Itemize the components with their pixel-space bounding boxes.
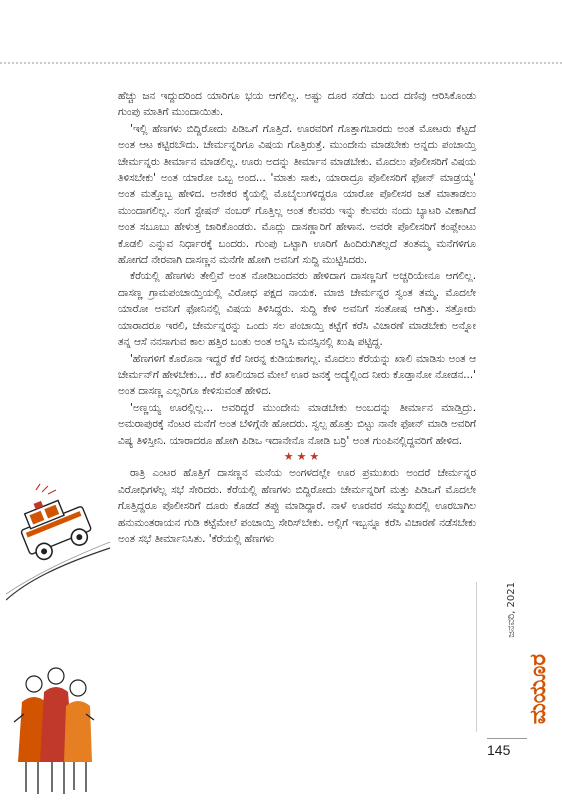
sidebar-divider: [476, 582, 477, 732]
section-separator: ★★★: [283, 449, 323, 463]
magazine-brand: ಮಯೂರ: [526, 654, 551, 725]
article-body: [118, 88, 476, 547]
people-group-illustration: [4, 662, 110, 800]
page-number: 145: [487, 742, 511, 758]
paragraph: ಹೆಚ್ಚು ಜನ ಇದ್ದುದರಿಂದ ಯಾರಿಗೂ ಭಯ ಆಗಲಿಲ್ಲ. ಅಷ್ಟು ದೂರ ನಡೆದು ಬಂದ ದಣಿವು ಆರಿಸಿಕೊಂಡು ಗುಂಪು ಮಾತಿಗೆ ಮುಂದಾಯಿತು.: [118, 90, 476, 119]
paragraph: 'ಇಲ್ಲಿ ಹೆಣಗಳು ಬಿದ್ದಿರೋದು ಪಿಡಿಒಗೆ ಗೊತ್ತಿದೆ. ಊರವರಿಗೆ ಗೊತ್ತಾಗಬಾರದು ಅಂತ ಮೋಟರು ಕೆಟ್ಟದೆ ಅಂತ ಆಟ ಕಟ್ಟಿರಬೌದು. ಚೇರ್ಮನ್ನರಿಗೂ ವಿಷಯ ಗೊತ್ತಿರುತ್ತೆ. ಮುಂದೇನು ಮಾಡಬೇಕು ಅನ್ನದು ಪಂಚಾಯ್ತಿ ಚೇರ್ಮನ್ನರು ತೀರ್ಮಾನ ಮಾಡಲಿಲ್ಲ. ಊರು ಅದನ್ನು ತೀರ್ಮಾನ ಮಾಡಬೇಕು. ಮೊದಲು ಪೊಲೀಸರಿಗೆ ವಿಷಯ ತಿಳಿಸಬೇಕು' ಅಂತ ಯಾರೋ ಒಬ್ಬ ಅಂದ... 'ಮಾತು ಸಾಕು, ಯಾರಾದ್ರೂ ಪೊಲೀಸರಿಗೆ ಫೋನ್ ಮಾಡ್ರಯ್ಯ' ಅಂತ ಮತ್ತೊಬ್ಬ ಹೇಳಿದ. ಅನೇಕರ ಕೈಯಲ್ಲಿ ಮೊಬೈಲುಗಳಿದ್ದರೂ ಯಾರೋ ಪೊಲೀಸರ ಜತೆ ಮಾತಾಡಲು ಮುಂದಾಗಲಿಲ್ಲ. ನಂಗೆ ಸ್ಟೇಷನ್ ನಂಬರ್ ಗೊತ್ತಿಲ್ಲ ಅಂತ ಕೆಲವರು ಇನ್ನು ಕೆಲವರು ನಂದು ಬ್ಯಾಟರಿ ವೀಕಾಗಿದೆ ಅಂತ ಸಬೂಬು ಹೇಳುತ್ತ ಜಾರಿಕೊಂಡರು. ಮೊದ್ಲು ದಾಸಣ್ಣಾರಿಗೆ ಹೇಳಾನ. ಅವರೇ ಪೊಲೀಸರಿಗೆ ಕಂಪ್ಲೇಂಟು ಕೊಡಲಿ ಎನ್ನುವ ನಿರ್ಧಾರಕ್ಕೆ ಬಂದರು. ಗುಂಪು ಒಟ್ಟಾಗಿ ಊರಿಗೆ ಹಿಂದಿರುಗಿತಲ್ಲದೆ ತಂತಮ್ಮ ಮನೆಗಳಿಗೂ ಹೋಗದೆ ನೇರವಾಗಿ ದಾಸಣ್ಣನ ಮನೆಗೇ ಹೋಗಿ ಅವನಿಗೆ ಸುದ್ದಿ ಮುಟ್ಟಿಸಿದರು.: [118, 122, 476, 267]
issue-date: ಜನವರಿ, 2021: [506, 582, 517, 638]
paragraph: ರಾತ್ರಿ ಎಂಟರ ಹೊತ್ತಿಗೆ ದಾಸಣ್ಣನ ಮನೆಯ ಅಂಗಳದಲ್ಲೇ ಊರ ಪ್ರಮುಖರು ಅಂದರೆ ಚೇರ್ಮನ್ನರ ವಿರೋಧಿಗಳೆಲ್ಲ ಸಭೆ ಸೇರಿದರು. ಕೆರೆಯಲ್ಲಿ ಹೆಣಗಳು ಬಿದ್ದಿರೋದು ಚೇರ್ಮನ್ನರಿಗೆ ಮತ್ತು ಪಿಡಿಒಗೆ ಮೊದಲೇ ಗೊತ್ತಿದ್ದರೂ ಪೊಲೀಸರಿಗೆ ದೂರು ಕೊಡದೆ ತಪ್ಪು ಮಾಡಿದ್ದಾರೆ. ನಾಳೆ ಊರವರ ಸಮ್ಮುಖದಲ್ಲಿ ಊರಬಾಗಿಲ ಹನುಮಂತರಾಯನ ಗುಡಿ ಕಟ್ಟೆಮೇಲೆ ಪಂಚಾಯ್ತಿ ಸೇರಿಸ್‌ಬೇಕು. ಅಲ್ಲಿಗೆ ಇಬ್ಬನ್ನೂ ಕರೆಸಿ ವಿಚಾರಣೆ ನಡೆಸಬೇಕು ಅಂತ ಸಭೆ ತೀರ್ಮಾನಿಸಿತು. 'ಕೆರೆಯಲ್ಲಿ ಹೆಣಗಳು: [118, 467, 476, 545]
page-number-rule: [487, 738, 527, 739]
top-dotted-rule: [0, 62, 562, 64]
paragraph: 'ಹೆಣಗಳಿಗೆ ಕೊರೊನಾ ಇದ್ದರೆ ಕೆರೆ ನೀರನ್ನ ಕುಡಿಯಕಾಗಲ್ಲ. ಮೊದಲು ಕೆರೆಯನ್ನು ಖಾಲಿ ಮಾಡಿಸು ಅಂತ ಆ ಚೇರ್ಮನ್‌ಗೆ ಹೇಳಬೇಕು... ಕೆರೆ ಖಾಲಿಯಾದ ಮೇಲೆ ಊರ ಜನಕ್ಕೆ ಅದ್ಯೆಲ್ಲಿಂದ ನೀರು ಕೊಡ್ತಾನೋ ನೋಡನ...' ಅಂತ ದಾಸಣ್ಣ ಎಲ್ಲರಿಗೂ ಕೇಳಿಸುವಂತೆ ಹೇಳಿದ.: [118, 352, 476, 398]
paragraph: 'ಅಣ್ಣಯ್ಯ ಊರಲ್ಲಿಲ್ಲ... ಅವರಿದ್ದರೆ ಮುಂದೇನು ಮಾಡಬೇಕು ಅಂಬದನ್ನು ತೀರ್ಮಾನ ಮಾಡ್ತಿದ್ರು. ಅಮರಾಪುರಕ್ಕೆ ನೆಂಟರ ಮನೆಗೆ ಅಂತ ಬೆಳಿಗ್ಗೆನೇ ಹೋದರು. ಸ್ವಲ್ಪ ಹೊತ್ತು ಬಿಟ್ಟು ನಾನೇ ಫೋನ್ ಮಾಡಿ ಅವರಿಗೆ ವಿಷ್ಯ ತಿಳಿಸ್ತೀನಿ. ಯಾರಾದರೂ ಹೋಗಿ ಪಿಡಿಒ ಇದಾನೇನೊ ನೋಡಿ ಬರ್ರಿ' ಅಂತ ಗುಂಪಿನಲ್ಲಿದ್ದವರಿಗೆ ಹೇಳಿದ.: [118, 401, 476, 447]
paragraph: ಕೆರೆಯಲ್ಲಿ ಹೆಣಗಳು ತೇಲ್ತಿವೆ ಅಂತ ನೋಡಿಬಂದವರು ಹೇಳಿದಾಗ ದಾಸಣ್ಣನಿಗೆ ಅಚ್ಚರಿಯೇನೂ ಆಗಲಿಲ್ಲ. ದಾಸಣ್ಣ ಗ್ರಾಮಪಂಚಾಯ್ತಿಯಲ್ಲಿ ವಿರೋಧ ಪಕ್ಷದ ನಾಯಕ. ಮಾಜಿ ಚೇರ್ಮನ್ನರ ಸ್ವಂತ ತಮ್ಮ. ಮೊದಲೇ ಯಾರೋ ಅವನಿಗೆ ಫೋನಿನಲ್ಲಿ ವಿಷಯ ತಿಳಿಸಿದ್ದರು. ಸುದ್ದಿ ಕೇಳಿ ಅವನಿಗೆ ಸಂತೋಷ ಆಗಿತ್ತು. ಸತ್ತೋರು ಯಾರಾದರೂ ಇರಲಿ, ಚೇರ್ಮನ್ನರನ್ನು ಒಂದು ಸಲ ಪಂಚಾಯ್ತಿ ಕಟ್ಟೆಗೆ ಕರೆಸಿ ವಿಚಾರಣೆ ಮಾಡಬೇಕು ಅನ್ನೋ ತನ್ನ ಆಸೆ ನನಸಾಗುವ ಕಾಲ ಹತ್ತಿರ ಬಂತು ಅಂತ ಅನ್ನಿಸಿ ಮನಸ್ಸಿನಲ್ಲಿ ಖುಷಿ ಪಟ್ಟಿದ್ದ.: [118, 270, 476, 349]
jeep-illustration: [6, 482, 114, 602]
